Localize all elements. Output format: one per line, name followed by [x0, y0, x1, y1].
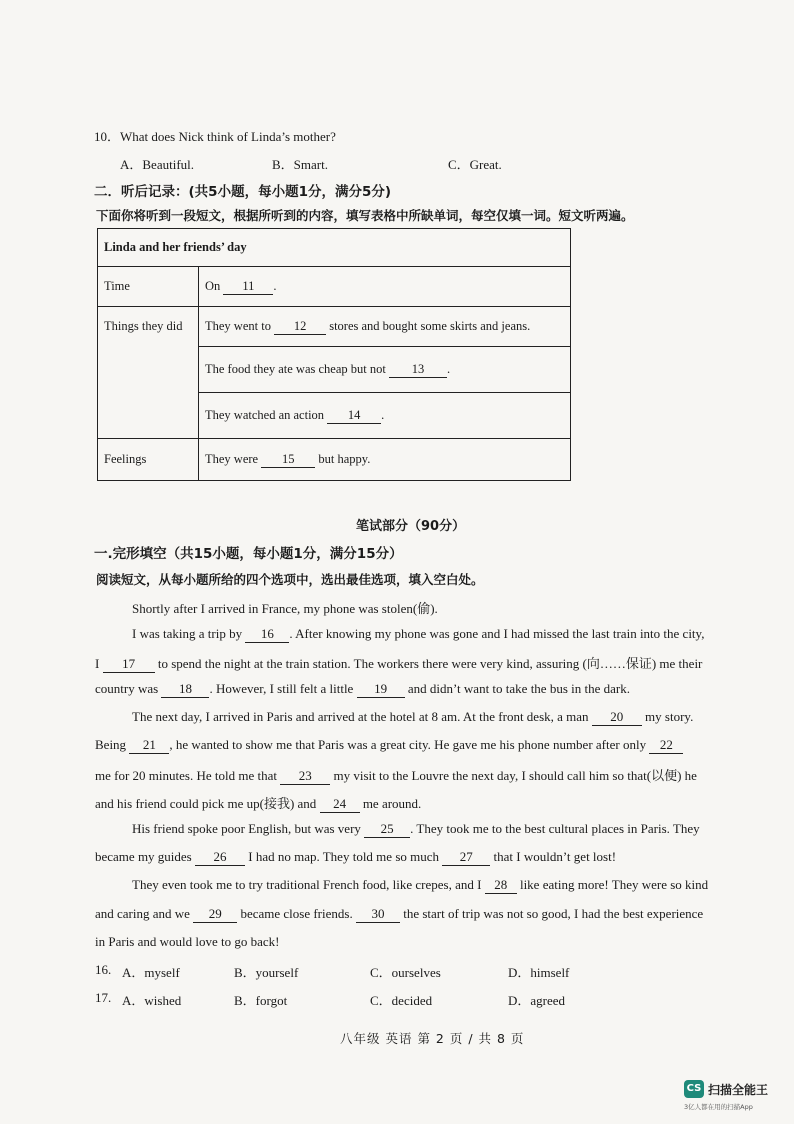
l9a: His friend spoke poor English, but was very [132, 821, 361, 836]
blank-29: 29 [193, 906, 237, 923]
time-label: Time [98, 267, 199, 307]
blank-18: 18 [161, 681, 209, 698]
cloze-heading: 一.完形填空（共15小题，每小题1分，满分15分） [94, 546, 403, 562]
blank-17: 17 [103, 656, 155, 673]
passage-line-1: Shortly after I arrived in France, my phone was stolen(偷). [132, 601, 438, 616]
notes-table [97, 228, 571, 481]
l4a: country was [95, 681, 159, 696]
q17-option-d: D．agreed [508, 993, 566, 1008]
l10b: I had no map. They told me so much [248, 849, 440, 864]
q17-option-a: A．wished [122, 993, 182, 1008]
section-2-instruction: 下面你将听到一段短文，根据所听到的内容，填写表格中所缺单词，每空仅填一词。短文听两遍。 [96, 208, 634, 223]
blank-14: 14 [327, 408, 381, 424]
feelings-cell [199, 439, 571, 481]
blank-30: 30 [356, 906, 400, 923]
l8b: me around. [362, 796, 422, 811]
time-cell [199, 267, 571, 307]
l11b: like eating more! They were so kind [519, 877, 709, 892]
passage-line-9 [132, 821, 700, 838]
q10-option-c: C．Great. [448, 157, 502, 172]
l9b: . They took me to the best cultural places in Paris. They [410, 821, 700, 836]
things-label: Things they did [98, 307, 199, 439]
q17-option-b: B．forgot [234, 993, 288, 1008]
passage-line-5 [132, 709, 693, 726]
l10c: that I wouldn’t get lost! [493, 849, 617, 864]
feelings-label: Feelings [98, 439, 199, 481]
l2a: I was taking a trip by [132, 626, 243, 641]
row3-post: . [381, 407, 385, 422]
blank-20: 20 [592, 709, 642, 726]
blank-13: 13 [389, 362, 447, 378]
passage-line-8 [95, 793, 421, 813]
blank-28: 28 [485, 877, 517, 894]
l3b: to spend the night at the train station. The workers there were very kind, assuring (向……保证) me their [157, 656, 703, 671]
l12c: the start of trip was not so good, I had the best experience [403, 906, 704, 921]
row1-pre: They went to [205, 318, 271, 333]
blank-11: 11 [223, 279, 273, 295]
l2b: . After knowing my phone was gone and I had missed the last train into the city, [289, 626, 705, 641]
scanner-logo-icon: CS [684, 1080, 704, 1098]
q16-option-b: B．yourself [234, 965, 299, 980]
q16-option-d: D．himself [508, 965, 570, 980]
l8a: and his friend could pick me up(接我) and [95, 796, 317, 811]
written-part-heading: 笔试部分（90分） [356, 519, 466, 534]
blank-19: 19 [357, 681, 405, 698]
q16-option-a: A．myself [122, 965, 180, 980]
passage-line-12 [95, 906, 703, 923]
things-row-2 [199, 347, 571, 393]
passage-line-7 [95, 765, 697, 785]
l5a: The next day, I arrived in Paris and arrived at the hotel at 8 am. At the front desk, a man [132, 709, 589, 724]
l4c: and didn’t want to take the bus in the dark. [407, 681, 630, 696]
cloze-instruction: 阅读短文，从每小题所给的四个选项中，选出最佳选项，填入空白处。 [96, 572, 484, 587]
row2-pre: The food they ate was cheap but not [205, 361, 386, 376]
l6b: , he wanted to show me that Paris was a great city. He gave me his phone number after only [169, 737, 647, 752]
blank-25: 25 [364, 821, 410, 838]
row3-pre: They watched an action [205, 407, 325, 422]
row2-post: . [446, 361, 451, 376]
q17-option-c: C．decided [370, 993, 433, 1008]
l12b: became close friends. [240, 906, 353, 921]
notes-table-title: Linda and her friends’ day [98, 229, 571, 267]
blank-27: 27 [442, 849, 490, 866]
scanner-app-tagline: 3亿人都在用的扫描App [684, 1103, 753, 1111]
time-post: . [273, 278, 277, 293]
l3a: I [95, 656, 100, 671]
l5b: my story. [645, 709, 694, 724]
blank-21: 21 [129, 737, 169, 754]
passage-line-4 [95, 681, 630, 698]
passage-line-6 [95, 737, 683, 754]
passage-line-13: in Paris and would love to go back! [95, 934, 280, 949]
question-10-stem: 10．What does Nick think of Linda’s mother? [94, 129, 336, 144]
passage-line-2 [132, 626, 704, 643]
l4b: . However, I still felt a little [209, 681, 354, 696]
blank-16: 16 [245, 626, 289, 643]
q10-option-b: B．Smart. [272, 157, 328, 172]
l11a: They even took me to try traditional French food, like crepes, and I [132, 877, 482, 892]
things-row-1 [199, 307, 571, 347]
passage-line-3 [95, 653, 702, 673]
q10-option-a: A．Beautiful. [120, 157, 195, 172]
scanner-app-name: 扫描全能王 [708, 1083, 769, 1097]
l6a: Being [95, 737, 127, 752]
q16-number: 16. [95, 962, 112, 977]
row4-pre: They were [205, 451, 259, 466]
blank-15: 15 [261, 452, 315, 468]
blank-24: 24 [320, 796, 360, 813]
row4-post: but happy. [318, 451, 371, 466]
blank-12: 12 [274, 319, 326, 335]
l10a: became my guides [95, 849, 192, 864]
l7a: me for 20 minutes. He told me that [95, 768, 277, 783]
passage-line-10 [95, 849, 616, 866]
blank-23: 23 [280, 768, 330, 785]
blank-22: 22 [649, 737, 683, 754]
page-footer: 八年级 英语 第 2 页 / 共 8 页 [340, 1031, 525, 1046]
blank-26: 26 [195, 849, 245, 866]
time-pre: On [205, 278, 221, 293]
l7b: my visit to the Louvre the next day, I should call him so that(以便) he [333, 768, 697, 783]
things-row-3 [199, 393, 571, 439]
l12a: and caring and we [95, 906, 190, 921]
q16-option-c: C．ourselves [370, 965, 441, 980]
row1-post: stores and bought some skirts and jeans. [329, 318, 531, 333]
q17-number: 17. [95, 990, 112, 1005]
section-2-heading: 二．听后记录：(共5小题，每小题1分，满分5分) [94, 184, 392, 200]
passage-line-11 [132, 877, 708, 894]
